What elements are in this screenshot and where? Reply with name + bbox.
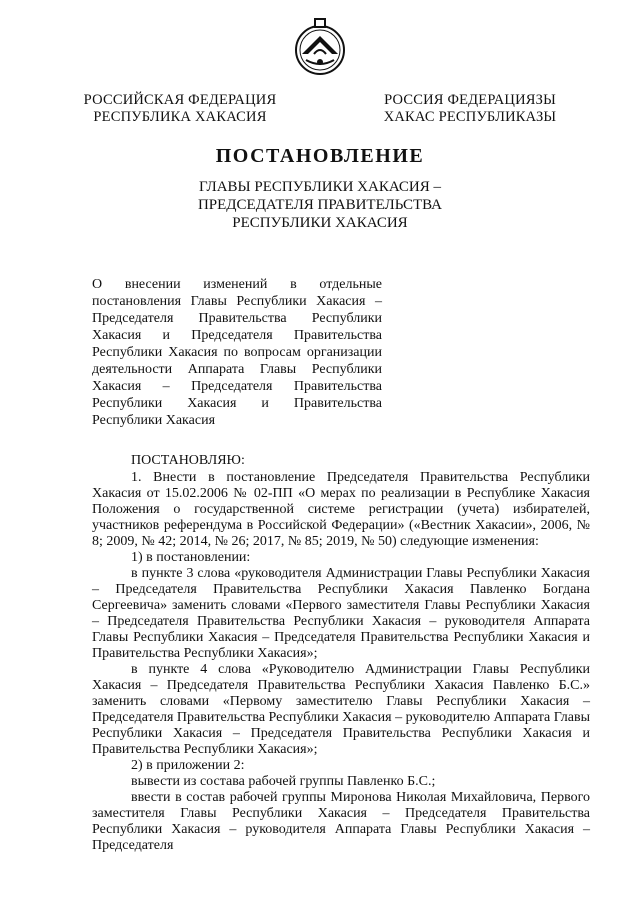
document-subtitle [0,178,640,232]
document-title: ПОСТАНОВЛЕНИЕ [215,145,425,167]
header-left-line2: РЕСПУБЛИКА ХАКАСИЯ [93,109,267,125]
paragraph: 1) в постановлении: [131,550,251,565]
header-left-line1: РОССИЙСКАЯ ФЕДЕРАЦИЯ [83,92,277,108]
header-left [60,92,300,126]
header-right [360,92,580,126]
subtitle-line1: ГЛАВЫ РЕСПУБЛИКИ ХАКАСИЯ – [198,179,442,195]
paragraph: в пункте 4 слова «Руководителю Администрации Главы Республики Хакасия – Председателя Правительства Республики Хакасия Павленко Б.С.» заменить словами «Первому заместителю Главы Республики Хакасия – Председателя Правительства Республики Хакасия – руководителю Аппарата Главы Республики Хакасия – Председателя Правительства Республики Хакасия и Правительства Республики Хакасия»; [92,662,590,757]
document-subject: О внесении изменений в отдельные постановления Главы Республики Хакасия – Председателя Правительства Республики Хакасия и Председателя Правительства Республики Хакасия по вопросам организации деятельности Аппарата Главы Республики Хакасия – Председателя Правительства Республики Хакасия и Правительства Республики Хакасия [92,277,382,428]
subtitle-line3: РЕСПУБЛИКИ ХАКАСИЯ [232,215,408,231]
paragraph: в пункте 3 слова «руководителя Администрации Главы Республики Хакасия – Председателя Правительства Республики Хакасия Павленко Богдана Сергеевича» заменить словами «Первого заместителя Главы Республики Хакасия – Председателя Правительства Республики Хакасия – руководителя Аппарата Главы Республики Хакасия – Председателя Правительства Республики Хакасия и Правительства Республики Хакасия»; [92,566,590,661]
paragraph: 1. Внести в постановление Председателя Правительства Республики Хакасия от 15.02.2006 № 02-ПП «О мерах по реализации в Республике Хакасия Положения о государственной системе регистрации (учета) избирателей, участников референдума в Российской Федерации» («Вестник Хакасии», 2006, № 8; 2009, № 42; 2014, № 26; 2017, № 85; 2019, № 50) следующие изменения: [92,470,590,549]
header-right-line2: ХАКАС РЕСПУБЛИКАЗЫ [383,109,557,125]
coat-of-arms-khakassia-icon [288,14,352,78]
paragraph: ввести в состав рабочей группы Миронова Николая Михайловича, Первого заместителя Главы Республики Хакасия – Председателя Правительства Республики Хакасия – руководителя Аппарата Главы Республики Хакасия – Председателя [92,790,590,853]
subtitle-line2: ПРЕДСЕДАТЕЛЯ ПРАВИТЕЛЬСТВА [197,197,443,213]
decree-word: ПОСТАНОВЛЯЮ: [131,453,245,468]
header-right-line1: РОССИЯ ФЕДЕРАЦИЯЗЫ [384,92,556,108]
paragraph: 2) в приложении 2: [131,758,245,773]
document-body [92,470,590,854]
paragraph: вывести из состава рабочей группы Павленко Б.С.; [131,774,436,789]
